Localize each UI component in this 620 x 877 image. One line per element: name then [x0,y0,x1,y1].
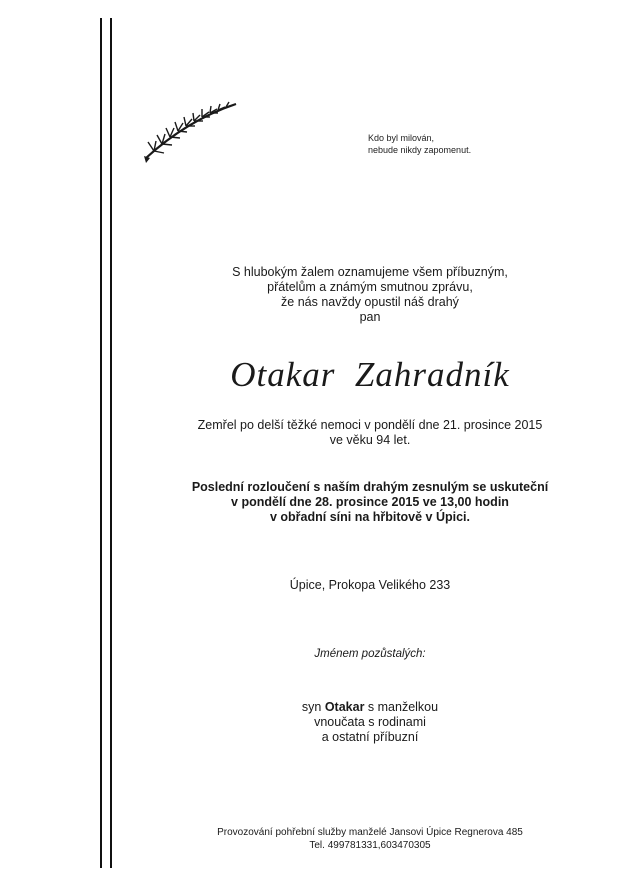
intro-line: pan [359,310,381,324]
intro-line: přátelům a známým smutnou zprávu, [267,280,473,294]
family-address: Úpice, Prokopa Velikého 233 [289,578,451,592]
left-border-line [100,18,102,868]
death-notice [120,418,620,448]
survivors-line [120,700,620,715]
motto-line: Kdo byl milován, [368,133,435,143]
death-notice-line: Zemřel po delší těžké nemoci v pondělí dne 21. prosince 2015 [197,418,543,432]
funeral-line: v obřadní síni na hřbitově v Úpici. [269,510,471,524]
survivors-line: a ostatní příbuzní [321,730,419,744]
motto-line: nebude nikdy zapomenut. [368,145,472,155]
right-border-line [110,18,112,868]
intro-line: S hlubokým žalem oznamujeme všem příbuzným, [232,265,508,279]
survivors-line: vnoučata s rodinami [314,715,426,729]
intro-line: že nás navždy opustil náš drahý [281,295,459,309]
funeral-line: v pondělí dne 28. prosince 2015 ve 13,00 hodin [231,495,509,509]
palm-branch-icon [140,96,240,166]
survivors-prefix: syn [301,700,325,714]
intro-text [120,265,620,325]
funeral-line: Poslední rozloučení s naším drahým zesnulým se uskuteční [191,480,549,494]
funeral-details [120,480,620,525]
survivor-son-name: Otakar [324,700,365,714]
survivors-list [120,700,620,745]
survivors-suffix: s manželkou [364,700,439,714]
deceased-name: Otakar Zahradník [230,355,510,394]
survivors-label: Jménem pozůstalých: [314,648,426,660]
death-notice-line: ve věku 94 let. [329,433,411,447]
motto [368,132,471,156]
funeral-service-footer [120,826,620,852]
footer-line: Provozování pohřební služby manželé Jansovi Úpice Regnerova 485 [217,827,523,838]
footer-phone: Tel. 499781331,603470305 [309,840,431,851]
